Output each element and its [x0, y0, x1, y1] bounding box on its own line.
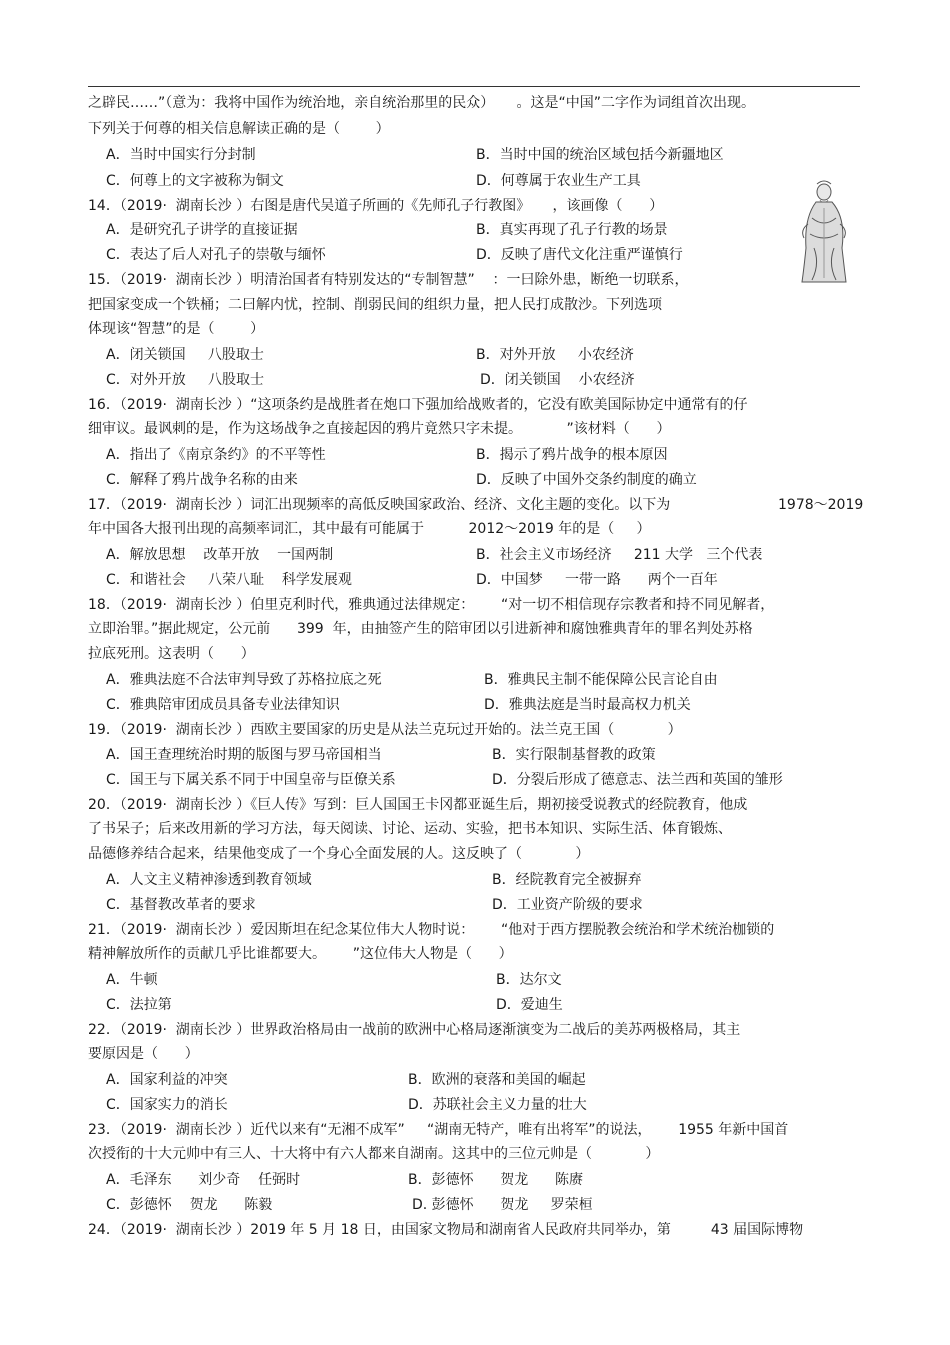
text-line: D．反映了唐代文化注重严谨慎行 [476, 247, 683, 263]
text-line: 17．（2019· 湖南长沙 ）词汇出现频率的高低反映国家政治、经济、文化主题的变化。以下为 [88, 497, 671, 513]
text-line: C．基督教改革者的要求 [106, 897, 256, 913]
text-line: A．牛顿 [106, 972, 158, 988]
text-line: 15．（2019· 湖南长沙 ）明清治国者有特别发达的“专制智慧” ：一曰除外患，断绝一切联系， [88, 272, 689, 288]
text-line: A．国家利益的冲突 [106, 1072, 228, 1088]
text-line: D．闭关锁国 小农经济 [480, 372, 635, 388]
text-line: A．解放思想 改革开放 一国两制 [106, 547, 334, 563]
text-line: C．解释了鸦片战争名称的由来 [106, 472, 298, 488]
text-line: B．揭示了鸦片战争的根本原因 [476, 447, 668, 463]
text-line: A．雅典法庭不合法审判导致了苏格拉底之死 [106, 672, 382, 688]
text-line: B．对外开放 小农经济 [476, 347, 634, 363]
text-line: 品德修养结合起来，结果他变成了一个身心全面发展的人。这反映了（ ） [88, 846, 590, 862]
text-line: B．彭德怀 贺龙 陈赓 [408, 1172, 584, 1188]
text-line: 18．（2019· 湖南长沙 ）伯里克利时代，雅典通过法律规定： “对一切不相信现存宗教者和持不同见解者， [88, 597, 775, 613]
text-line: 体现该“智慧”的是（ ） [88, 321, 265, 337]
text-line: 精神解放所作的贡献几乎比谁都要大。 ”这位伟大人物是（ ） [88, 946, 513, 962]
text-line: 拉底死刑。这表明（ ） [88, 646, 255, 662]
text-line: 1978～2019 [778, 497, 864, 513]
header-rule [88, 86, 860, 87]
text-line: A．当时中国实行分封制 [106, 147, 256, 163]
text-line: A．指出了《南京条约》的不平等性 [106, 447, 326, 463]
text-line: C．表达了后人对孔子的崇敬与缅怀 [106, 247, 326, 263]
text-line: C．国王与下属关系不同于中国皇帝与臣僚关系 [106, 772, 396, 788]
text-line: D．工业资产阶级的要求 [492, 897, 643, 913]
text-line: 22．（2019· 湖南长沙 ）世界政治格局由一战前的欧洲中心格局逐渐演变为二战后的美苏两极格局，其主 [88, 1022, 741, 1038]
text-line: D．雅典法庭是当时最高权力机关 [484, 697, 691, 713]
text-line: 年中国各大报刊出现的高频率词汇，其中最有可能属于 2012～2019 年的是（ ） [88, 521, 651, 537]
text-line: 了书呆子；后来改用新的学习方法，每天阅读、讨论、运动、实验，把书本知识、实际生活、体育锻炼、 [88, 821, 732, 837]
text-line: B．经院教育完全被摒弃 [492, 872, 642, 888]
text-line: 16．（2019· 湖南长沙 ）“这项条约是战胜者在炮口下强加给战败者的，它没有欧美国际协定中通常有的仔 [88, 397, 748, 413]
text-line: A．国王查理统治时期的版图与罗马帝国相当 [106, 747, 382, 763]
text-line: D．何尊属于农业生产工具 [476, 173, 641, 189]
text-line: C．雅典陪审团成员具备专业法律知识 [106, 697, 340, 713]
text-line: 要原因是（ ） [88, 1046, 199, 1062]
text-line: B．真实再现了孔子行教的场景 [476, 222, 668, 238]
text-line: A．人文主义精神渗透到教育领域 [106, 872, 312, 888]
text-line: D．苏联社会主义力量的壮大 [408, 1097, 587, 1113]
text-line: D．爱迪生 [496, 997, 563, 1013]
text-line: C．对外开放 八股取士 [106, 372, 265, 388]
text-line: 20．（2019· 湖南长沙 ）《巨人传》写到：巨人国国王卡冈都亚诞生后，期初接受说教式的经院教育，他成 [88, 797, 748, 813]
text-line: B．实行限制基督教的政策 [492, 747, 656, 763]
text-line: C．彭德怀 贺龙 陈毅 [106, 1197, 273, 1213]
text-line: B．当时中国的统治区域包括今新疆地区 [476, 147, 724, 163]
text-line: A．毛泽东 刘少奇 任弼时 [106, 1172, 301, 1188]
text-line: B．达尔文 [496, 972, 562, 988]
confucius-portrait [790, 178, 858, 286]
text-line: B．社会主义市场经济 211 大学 三个代表 [476, 547, 763, 563]
text-line: D．分裂后形成了德意志、法兰西和英国的雏形 [492, 772, 783, 788]
text-line: 14．（2019· 湖南长沙 ）右图是唐代吴道子所画的《先师孔子行教图》 ，该画像（ ） [88, 198, 664, 214]
text-line: 把国家变成一个铁桶；二曰解内忧，控制、削弱民间的组织力量，把人民打成散沙。下列选项 [88, 297, 662, 313]
text-line: A．是研究孔子讲学的直接证据 [106, 222, 298, 238]
text-line: D. 彭德怀 贺龙 罗荣桓 [412, 1197, 593, 1213]
text-line: 之辟民……”（意为：我将中国作为统治地，亲自统治那里的民众） 。这是“中国”二字作为词组首次出现。 [88, 95, 756, 111]
text-line: 23．（2019· 湖南长沙 ）近代以来有“无湘不成军” “湖南无特产，唯有出将军”的说法， 1955 年新中国首 [88, 1122, 789, 1138]
text-line: 立即治罪。”据此规定，公元前 399 年，由抽签产生的陪审团以引进新神和腐蚀雅典青年的罪名判处苏格 [88, 621, 753, 637]
text-line: D．反映了中国外交条约制度的确立 [476, 472, 697, 488]
text-line: D．中国梦 一带一路 两个一百年 [476, 572, 718, 588]
text-line: B．欧洲的衰落和美国的崛起 [408, 1072, 586, 1088]
text-line: 次授衔的十大元帅中有三人、十大将中有六人都来自湖南。这其中的三位元帅是（ ） [88, 1146, 660, 1162]
text-line: 24．（2019· 湖南长沙 ）2019 年 5 月 18 日，由国家文物局和湖南省人民政府共同举办，第 43 届国际博物 [88, 1222, 804, 1238]
text-line: C．法拉第 [106, 997, 172, 1013]
text-line: C．何尊上的文字被称为铜文 [106, 173, 284, 189]
text-line: 细审议。最讽刺的是，作为这场战争之直接起因的鸦片竟然只字未提。 ”该材料（ ） [88, 421, 671, 437]
text-line: 下列关于何尊的相关信息解读正确的是（ ） [88, 121, 390, 137]
text-line: B．雅典民主制不能保障公民言论自由 [484, 672, 718, 688]
text-line: 19．（2019· 湖南长沙 ）西欧主要国家的历史是从法兰克玩过开始的。法兰克王国（ ） [88, 722, 682, 738]
text-line: C．国家实力的消长 [106, 1097, 228, 1113]
text-line: C．和谐社会 八荣八耻 科学发展观 [106, 572, 352, 588]
text-line: 21．（2019· 湖南长沙 ）爱因斯坦在纪念某位伟大人物时说： “他对于西方摆脱教会统治和学术统治枷锁的 [88, 922, 775, 938]
text-line: A．闭关锁国 八股取士 [106, 347, 264, 363]
